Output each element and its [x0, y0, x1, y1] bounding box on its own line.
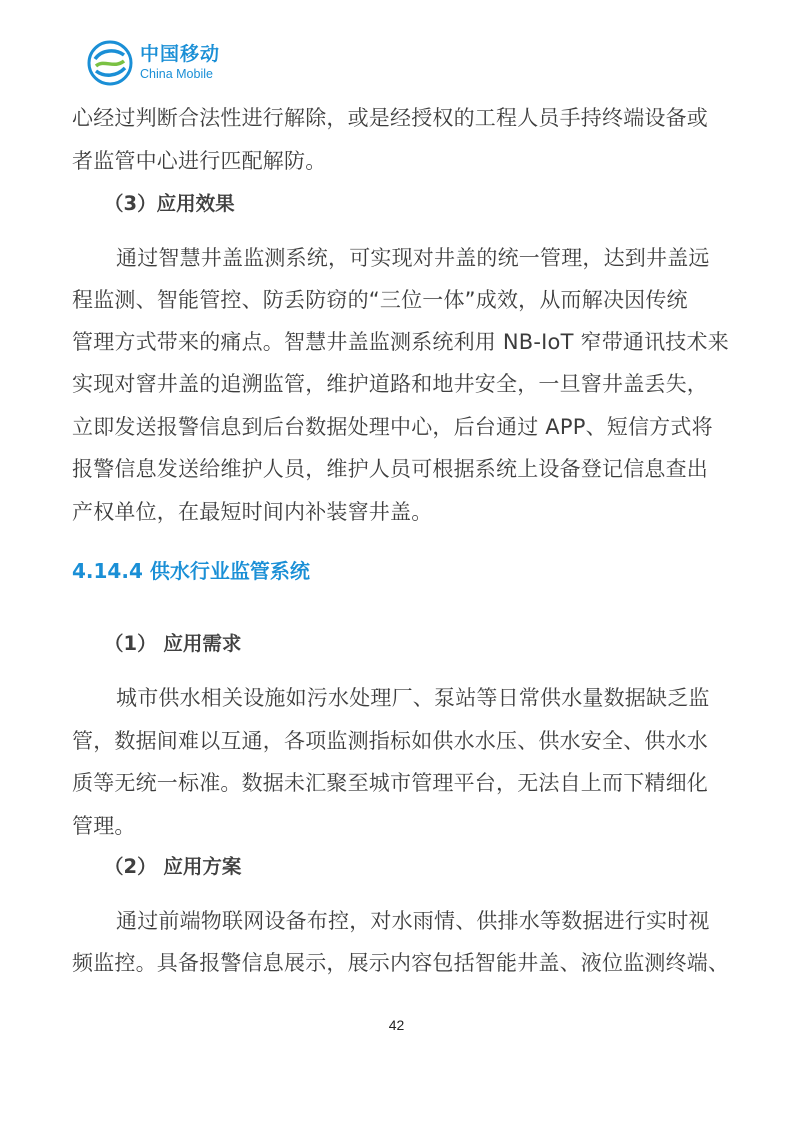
paragraph-line: 产权单位，在最短时间内补装窨井盖。 [72, 500, 433, 524]
paragraph-line: 立即发送报警信息到后台数据处理中心，后台通过 APP、短信方式将 [72, 415, 713, 439]
paragraph-line: 管，数据间难以互通，各项监测指标如供水水压、供水安全、供水水 [72, 729, 708, 753]
page-number: 42 [388, 1017, 405, 1033]
paragraph-line: 程监测、智能管控、防丢防窃的“三位一体”成效，从而解决因传统 [72, 288, 688, 312]
subheading-effect: （3）应用效果 [104, 192, 235, 215]
paragraph-line: 管理方式带来的痛点。智慧井盖监测系统利用 NB-IoT 窄带通讯技术来 [72, 330, 729, 354]
paragraph-line: 者监管中心进行匹配解防。 [72, 149, 327, 173]
paragraph-line: 通过智慧井盖监测系统，可实现对井盖的统一管理，达到井盖远 [116, 246, 710, 270]
paragraph-line: 实现对窨井盖的追溯监管，维护道路和地井安全，一旦窨井盖丢失， [72, 372, 708, 396]
china-mobile-logo [86, 38, 220, 88]
brand-name-cn: 中国移动 [140, 43, 221, 66]
paragraph-line: 报警信息发送给维护人员，维护人员可根据系统上设备登记信息查出 [72, 457, 708, 481]
paragraph-line: 通过前端物联网设备布控，对水雨情、供排水等数据进行实时视 [116, 909, 710, 933]
paragraph-line: 频监控。具备报警信息展示，展示内容包括智能井盖、液位监测终端、 [72, 951, 730, 975]
subheading-solution: （2） 应用方案 [104, 855, 242, 878]
paragraph-line: 质等无统一标准。数据未汇聚至城市管理平台，无法自上而下精细化 [72, 771, 708, 795]
subheading-requirement: （1） 应用需求 [104, 632, 242, 655]
paragraph-line: 心经过判断合法性进行解除，或是经授权的工程人员手持终端设备或 [72, 106, 708, 130]
brand-name-en: China Mobile [140, 67, 213, 82]
section-heading: 4.14.4 供水行业监管系统 [72, 559, 310, 583]
paragraph-line: 管理。 [72, 814, 136, 838]
paragraph-line: 城市供水相关设施如污水处理厂、泵站等日常供水量数据缺乏监 [116, 686, 710, 710]
china-mobile-logo-icon [86, 39, 134, 87]
